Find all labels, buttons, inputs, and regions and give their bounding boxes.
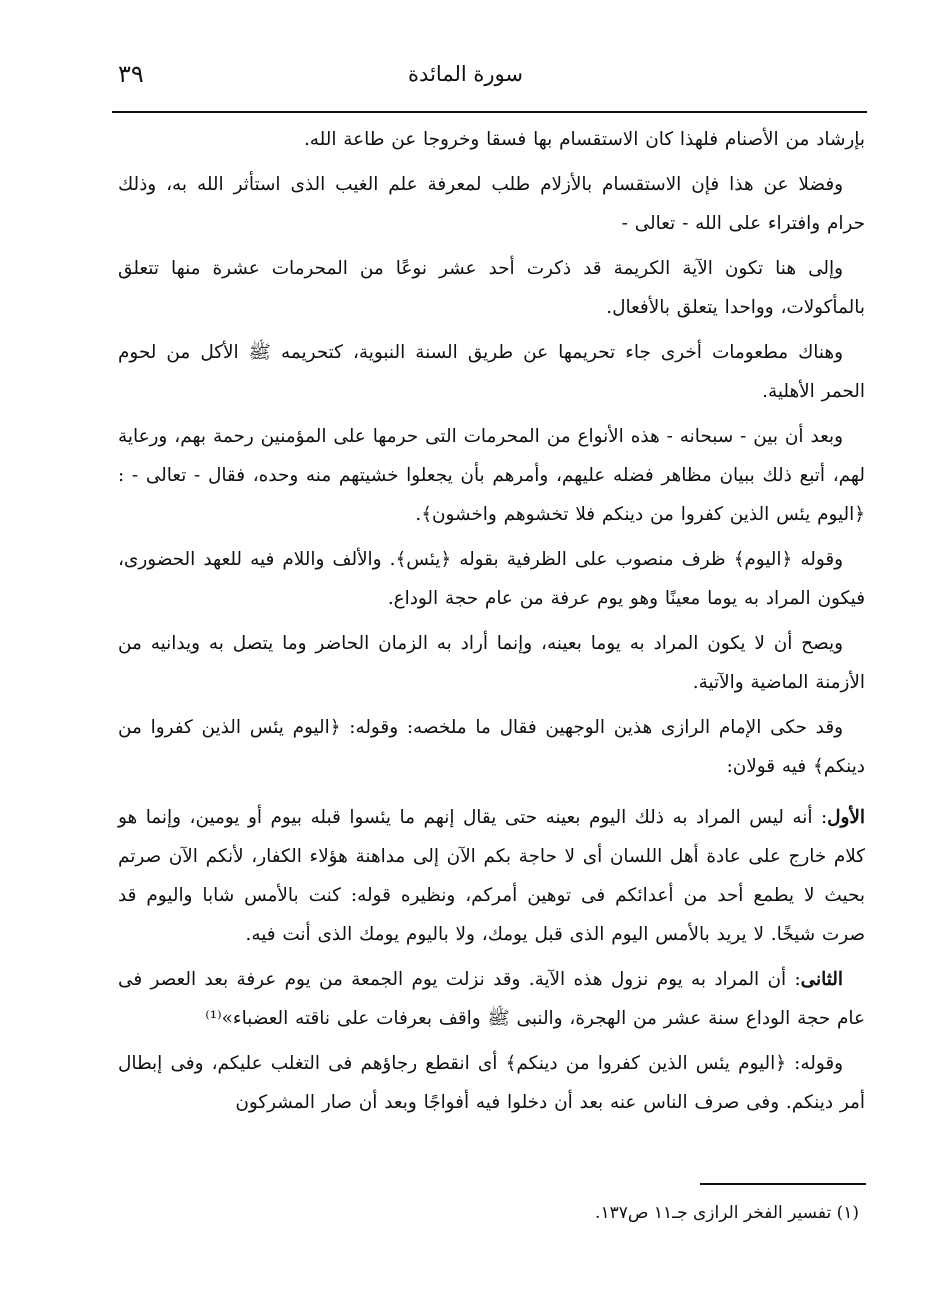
footnote: (١) تفسير الفخر الرازى جـ١١ ص١٣٧. — [595, 1203, 859, 1223]
paragraph: وقوله: ﴿اليوم يئس الذين كفروا من دينكم﴾ أى انقطع رجاؤهم فى التغلب عليكم، وفى إبطال أمر دينكم. وفى صرف الناس عنه بعد أن دخلوا فيه أفواجًا وبعد أن صار المشركون — [118, 1053, 865, 1113]
paragraph: وفضلا عن هذا فإن الاستقسام بالأزلام طلب لمعرفة علم الغيب الذى استأثر الله به، وذلك حرام وافتراء على الله - تعالى - — [118, 174, 865, 234]
surah-title: سورة المائدة — [408, 62, 523, 86]
paragraph: وإلى هنا تكون الآية الكريمة قد ذكرت أحد عشر نوعًا من المحرمات عشرة منها تتعلق بالمأكولات، وواحدا يتعلق بالأفعال. — [118, 258, 865, 318]
page-header — [0, 56, 931, 96]
paragraph: وبعد أن بين - سبحانه - هذه الأنواع من المحرمات التى حرمها على المؤمنين رحمة بهم، ورعاية لهم، أتبع ذلك ببيان مظاهر فضله عليهم، وأمرهم بأن يجعلوا خشيتهم منه وحده، فقال - تعالى - : ﴿اليوم يئس الذين كفروا من دينكم فلا تخشوهم واخشون﴾. — [118, 426, 865, 525]
page-number: ٣٩ — [118, 60, 144, 88]
header-rule — [112, 111, 867, 113]
lead-word: الأول — [827, 807, 865, 828]
paragraph: وقد حكى الإمام الرازى هذين الوجهين فقال ما ملخصه: وقوله: ﴿اليوم يئس الذين كفروا من دينكم﴾ فيه قولان: — [118, 717, 865, 777]
lead-word: الثانى — [800, 969, 843, 990]
paragraph: بإرشاد من الأصنام فلهذا كان الاستقسام بها فسقا وخروجا عن طاعة الله. — [303, 129, 865, 150]
paragraph: وقوله ﴿اليوم﴾ ظرف منصوب على الظرفية بقوله ﴿يئس﴾. والألف واللام فيه للعهد الحضورى، فيكون المراد به يوما معينًا وهو يوم عرفة من عام حجة الوداع. — [118, 549, 865, 609]
body-text — [118, 120, 865, 1122]
paragraph-first-saying: الأول: أنه ليس المراد به ذلك اليوم بعينه حتى يقال إنهم ما يئسوا قبله بيوم أو يومين، وإنما هو كلام خارج على عادة أهل اللسان أى لا حاجة بكم الآن إلى مداهنة هؤلاء الكفار، لأنكم الآن صرتم بحيث لا يطمع أحد من أعدائكم فى توهين أمركم، ونظيره قوله: كنت بالأمس شابا واليوم قد صرت شيخًا. لا يريد بالأمس اليوم الذى قبل يومك، ولا باليوم يومك الذى أنت فيه. — [118, 807, 865, 945]
paragraph: ويصح أن لا يكون المراد به يوما بعينه، وإنما أراد به الزمان الحاضر وما يتصل به ويدانيه من الأزمنة الماضية والآتية. — [118, 633, 865, 693]
footnote-rule — [700, 1183, 866, 1185]
paragraph-second-saying: الثانى: أن المراد به يوم نزول هذه الآية. وقد نزلت يوم الجمعة من يوم عرفة بعد العصر فى عام حجة الوداع سنة عشر من الهجرة، والنبى ﷺ واقف بعرفات على ناقته العضباء»⁽¹⁾ — [118, 969, 865, 1029]
paragraph: وهناك مطعومات أخرى جاء تحريمها عن طريق السنة النبوية، كتحريمه ﷺ الأكل من لحوم الحمر الأهلية. — [118, 342, 865, 402]
